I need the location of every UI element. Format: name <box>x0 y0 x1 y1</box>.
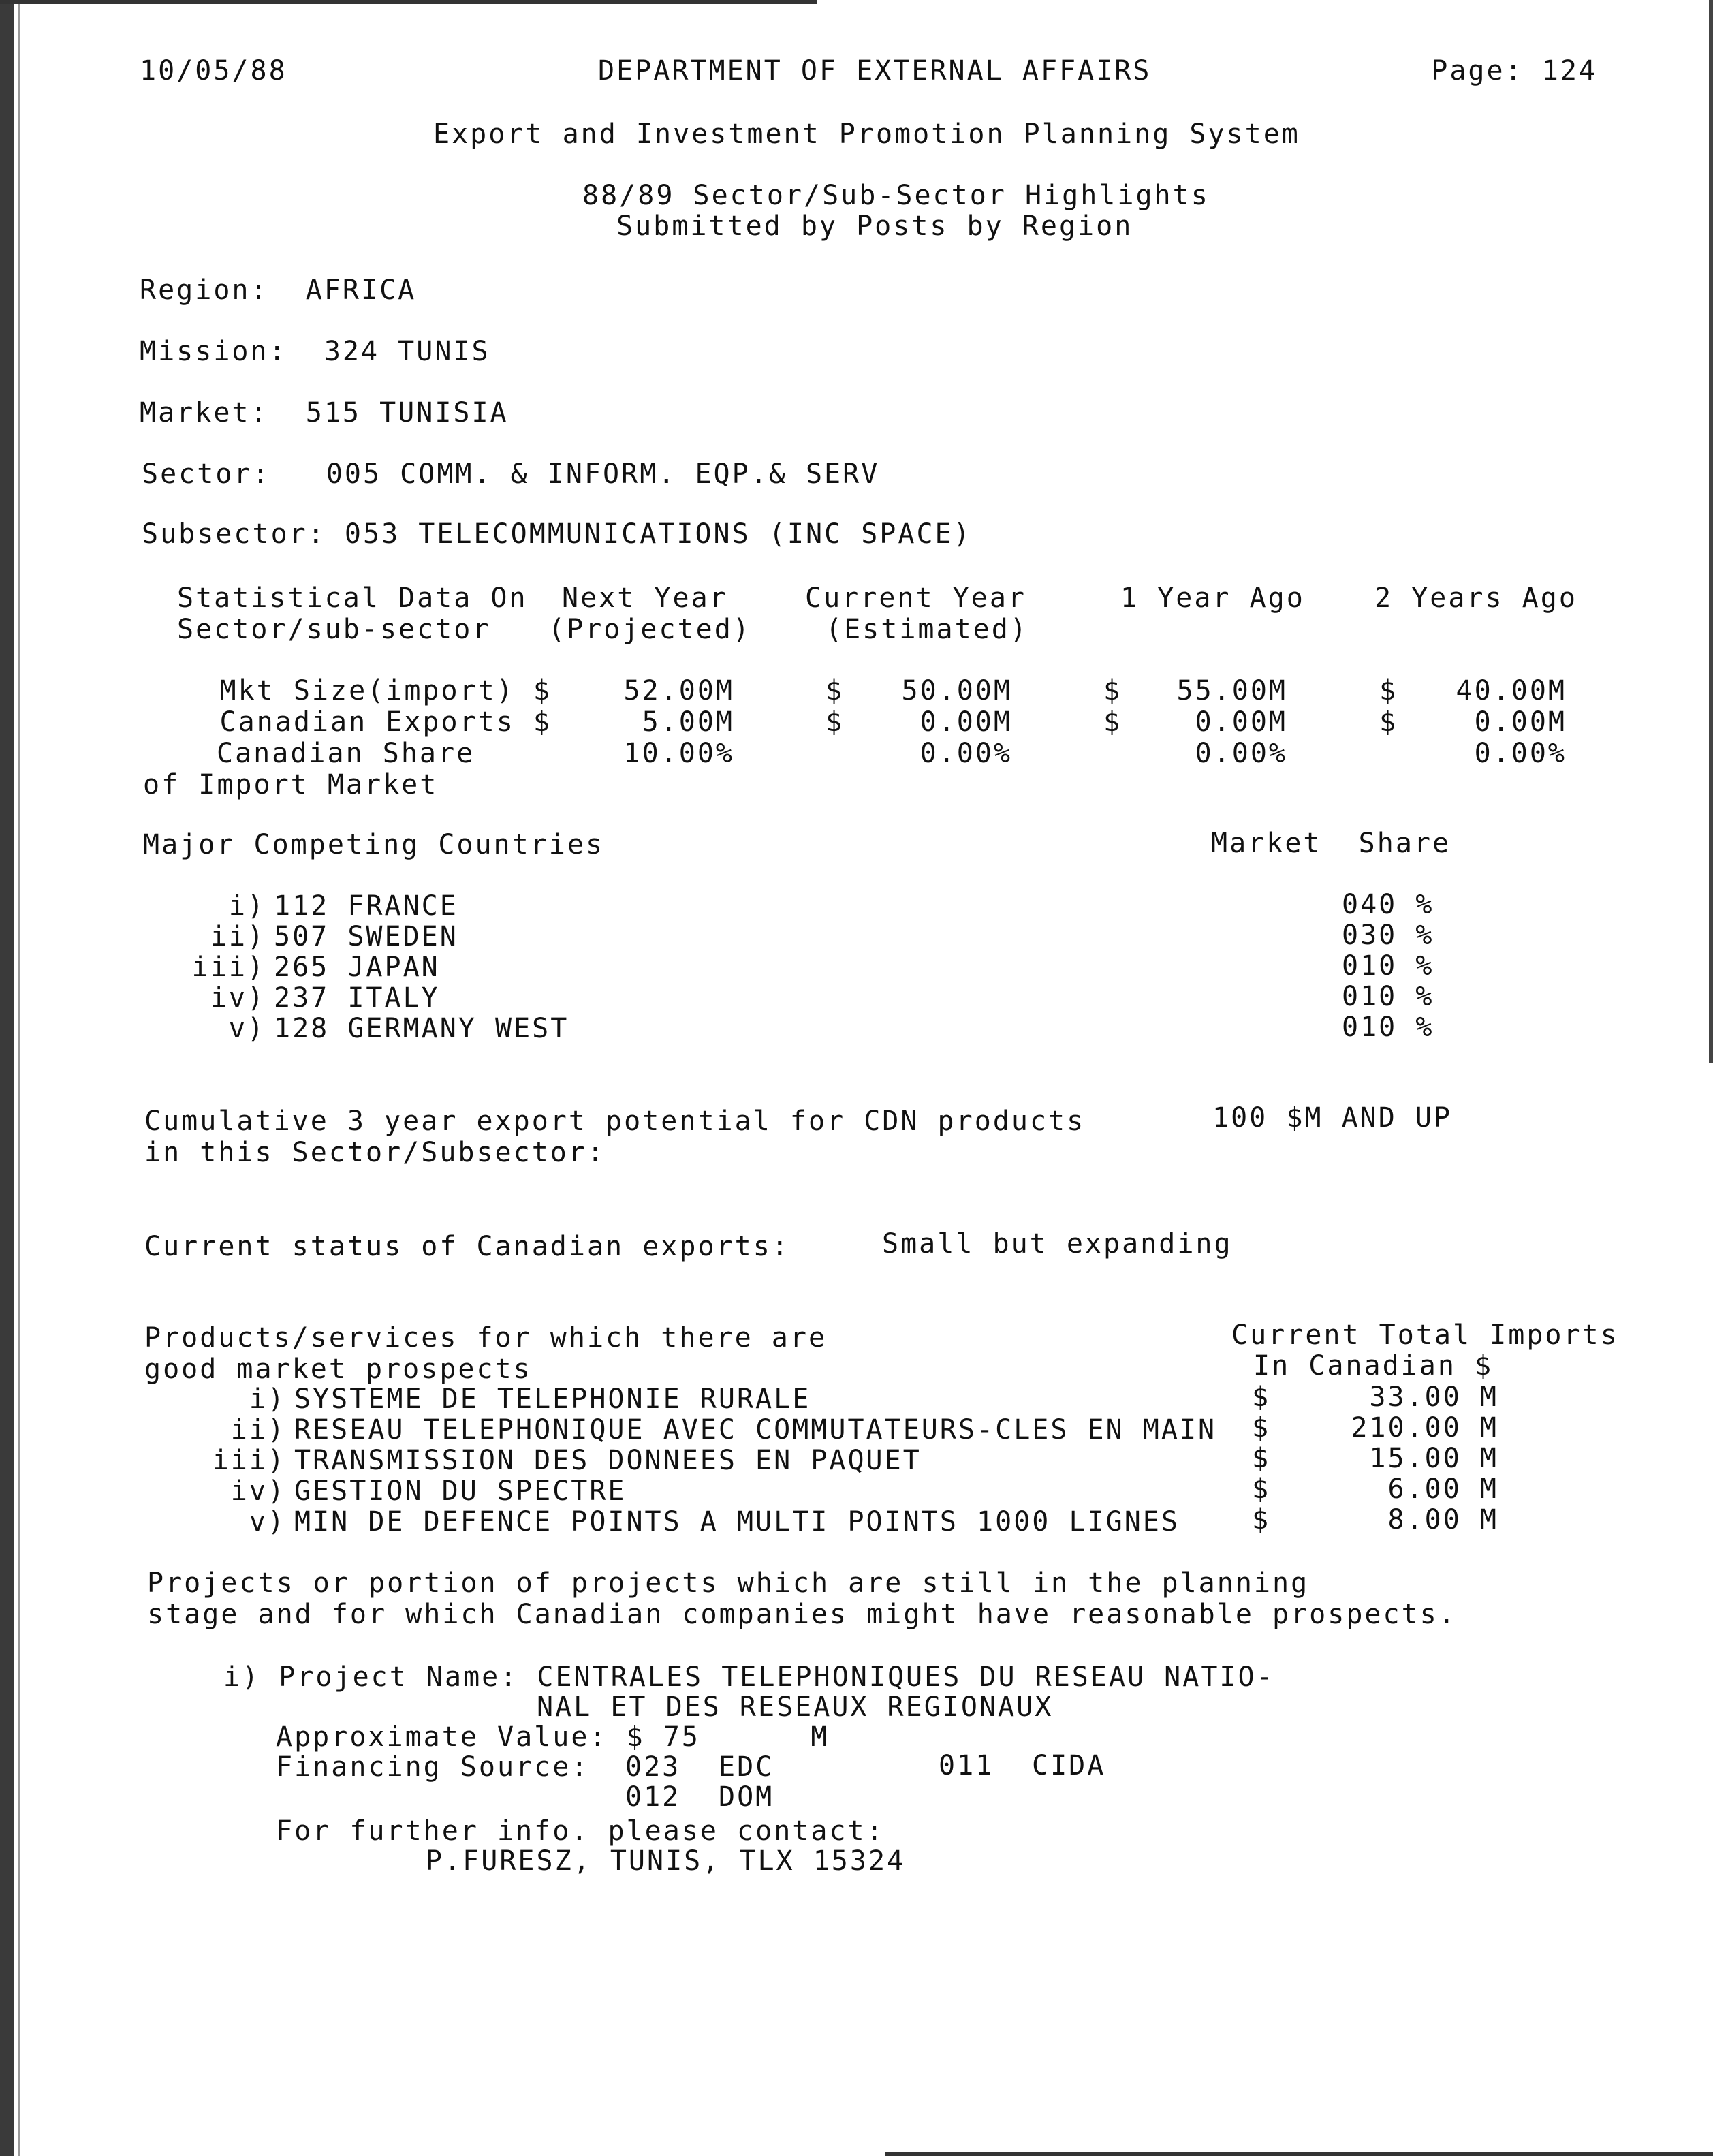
stats-cell: 0.00% <box>1474 738 1567 769</box>
product-value: 6.00 M <box>1387 1473 1498 1505</box>
stats-cell: 40.00M <box>1456 675 1567 706</box>
product-name: MIN DE DEFENCE POINTS A MULTI POINTS 1000 LIGNES <box>294 1506 1180 1537</box>
stats-cell: 52.00M <box>623 675 734 706</box>
potential-label-line1: Cumulative 3 year export potential for CDN products <box>144 1106 1086 1137</box>
scan-edge-left-line <box>18 0 20 2156</box>
stats-cell: 0.00M <box>1474 706 1567 738</box>
projects-intro-line2: stage and for which Canadian companies might have reasonable prospects. <box>147 1599 1457 1630</box>
products-title-line2: good market prospects <box>144 1354 532 1385</box>
stats-currency: $ <box>826 675 845 706</box>
system-title: Export and Investment Promotion Planning System <box>433 119 1300 150</box>
scan-edge-right <box>1709 0 1713 1063</box>
product-currency: $ <box>1252 1381 1271 1413</box>
competitor-share: 010 % <box>1342 950 1434 982</box>
col-current-year: Current Year <box>805 582 1026 614</box>
competitor-share: 010 % <box>1342 1012 1434 1043</box>
product-name: SYSTEME DE TELEPHONIE RURALE <box>294 1384 811 1415</box>
potential-value: 100 $M AND UP <box>1212 1102 1453 1134</box>
competitor-country: 265 JAPAN <box>274 952 440 983</box>
stats-share-tail: of Import Market <box>143 769 439 800</box>
financing-label: Financing Source: <box>276 1751 590 1783</box>
financing-name: CIDA <box>1032 1750 1106 1781</box>
product-num: iii) <box>212 1445 286 1476</box>
competitor-num: iv) <box>210 982 266 1014</box>
financing-code: 011 <box>939 1750 994 1781</box>
stats-cell: 50.00M <box>901 675 1012 706</box>
financing-code: 023 <box>625 1751 681 1783</box>
competitor-num: iii) <box>191 952 266 983</box>
competitor-country: 507 SWEDEN <box>274 921 458 952</box>
scan-edge-top <box>0 0 817 4</box>
region-field: Region: AFRICA <box>140 275 417 306</box>
col-current-year-sub: (Estimated) <box>826 614 1028 645</box>
competitor-num: ii) <box>210 921 266 952</box>
mission-field: Mission: 324 TUNIS <box>140 336 490 367</box>
report-subtitle: Submitted by Posts by Region <box>616 210 1133 242</box>
financing-code: 012 <box>625 1781 681 1813</box>
project-name-line2: NAL ET DES RESEAUX REGIONAUX <box>537 1691 1054 1723</box>
scan-edge-left <box>0 0 14 2156</box>
stats-cell: 55.00M <box>1176 675 1287 706</box>
product-currency: $ <box>1252 1443 1271 1474</box>
product-name: TRANSMISSION DES DONNEES EN PAQUET <box>294 1445 922 1476</box>
product-num: ii) <box>230 1414 286 1446</box>
stats-cell: 0.00M <box>920 706 1012 738</box>
competitors-title: Major Competing Countries <box>143 829 605 860</box>
product-name: GESTION DU SPECTRE <box>294 1475 627 1507</box>
competitor-num: v) <box>228 1013 266 1044</box>
stats-row-label: Canadian Share <box>217 738 475 769</box>
product-value: 8.00 M <box>1387 1504 1498 1535</box>
status-value: Small but expanding <box>882 1228 1233 1260</box>
stats-header-line2: Sector/sub-sector <box>177 614 491 645</box>
competitor-share: 010 % <box>1342 981 1434 1012</box>
competitor-share: 030 % <box>1342 920 1434 951</box>
sector-field: Sector: 005 COMM. & INFORM. EQP.& SERV <box>142 458 880 490</box>
project-approx-value: Approximate Value: $ 75 M <box>276 1721 830 1753</box>
financing-name: EDC <box>719 1751 774 1783</box>
subsector-field: Subsector: 053 TELECOMMUNICATIONS (INC SPACE) <box>142 518 972 550</box>
stats-row-label: Mkt Size(import) $ <box>219 675 552 706</box>
stats-currency: $ <box>1379 675 1398 706</box>
stats-currency: $ <box>826 706 845 738</box>
stats-cell: 0.00% <box>920 738 1012 769</box>
product-name: RESEAU TELEPHONIQUE AVEC COMMUTATEURS-CLES EN MAIN <box>294 1414 1217 1446</box>
competitor-country: 237 ITALY <box>274 982 440 1014</box>
col-2-years-ago: 2 Years Ago <box>1374 582 1577 614</box>
product-num: v) <box>249 1506 286 1537</box>
product-value: 33.00 M <box>1369 1381 1498 1413</box>
product-currency: $ <box>1252 1473 1271 1505</box>
product-value: 15.00 M <box>1369 1443 1498 1474</box>
contact-info: P.FURESZ, TUNIS, TLX 15324 <box>426 1845 906 1877</box>
product-num: i) <box>249 1384 286 1415</box>
project-name-line1: i) Project Name: CENTRALES TELEPHONIQUES DU RESEAU NATIO- <box>223 1661 1275 1693</box>
report-title: 88/89 Sector/Sub-Sector Highlights <box>582 180 1210 211</box>
contact-label: For further info. please contact: <box>276 1815 885 1847</box>
stats-cell: 10.00% <box>623 738 734 769</box>
col-1-year-ago: 1 Year Ago <box>1120 582 1305 614</box>
stats-cell: 0.00M <box>1195 706 1287 738</box>
product-value: 210.00 M <box>1351 1412 1498 1443</box>
stats-cell: 0.00% <box>1195 738 1287 769</box>
competitor-share: 040 % <box>1342 889 1434 920</box>
product-currency: $ <box>1252 1504 1271 1535</box>
market-field: Market: 515 TUNISIA <box>140 397 509 428</box>
products-col-header2: In Canadian $ <box>1253 1350 1494 1381</box>
status-label: Current status of Canadian exports: <box>144 1231 790 1262</box>
stats-header-line1: Statistical Data On <box>177 582 528 614</box>
competitor-country: 128 GERMANY WEST <box>274 1013 569 1044</box>
department-name: DEPARTMENT OF EXTERNAL AFFAIRS <box>598 55 1152 87</box>
financing-name: DOM <box>719 1781 774 1813</box>
product-currency: $ <box>1252 1412 1271 1443</box>
report-date: 10/05/88 <box>140 55 287 87</box>
stats-cell: 5.00M <box>642 706 734 738</box>
product-num: iv) <box>230 1475 286 1507</box>
col-next-year: Next Year <box>562 582 728 614</box>
stats-currency: $ <box>1103 706 1122 738</box>
scan-edge-bottom <box>885 2152 1713 2156</box>
competitor-num: i) <box>228 890 266 922</box>
market-share-header: Market Share <box>1211 828 1451 859</box>
projects-intro-line1: Projects or portion of projects which are still in the planning <box>147 1567 1310 1599</box>
stats-row-label: Canadian Exports $ <box>219 706 552 738</box>
competitor-country: 112 FRANCE <box>274 890 458 922</box>
stats-currency: $ <box>1379 706 1398 738</box>
col-next-year-sub: (Projected) <box>548 614 751 645</box>
stats-currency: $ <box>1103 675 1122 706</box>
page-number: Page: 124 <box>1431 55 1597 87</box>
potential-label-line2: in this Sector/Subsector: <box>144 1137 606 1168</box>
products-title-line1: Products/services for which there are <box>144 1322 828 1354</box>
products-col-header1: Current Total Imports <box>1231 1319 1619 1351</box>
